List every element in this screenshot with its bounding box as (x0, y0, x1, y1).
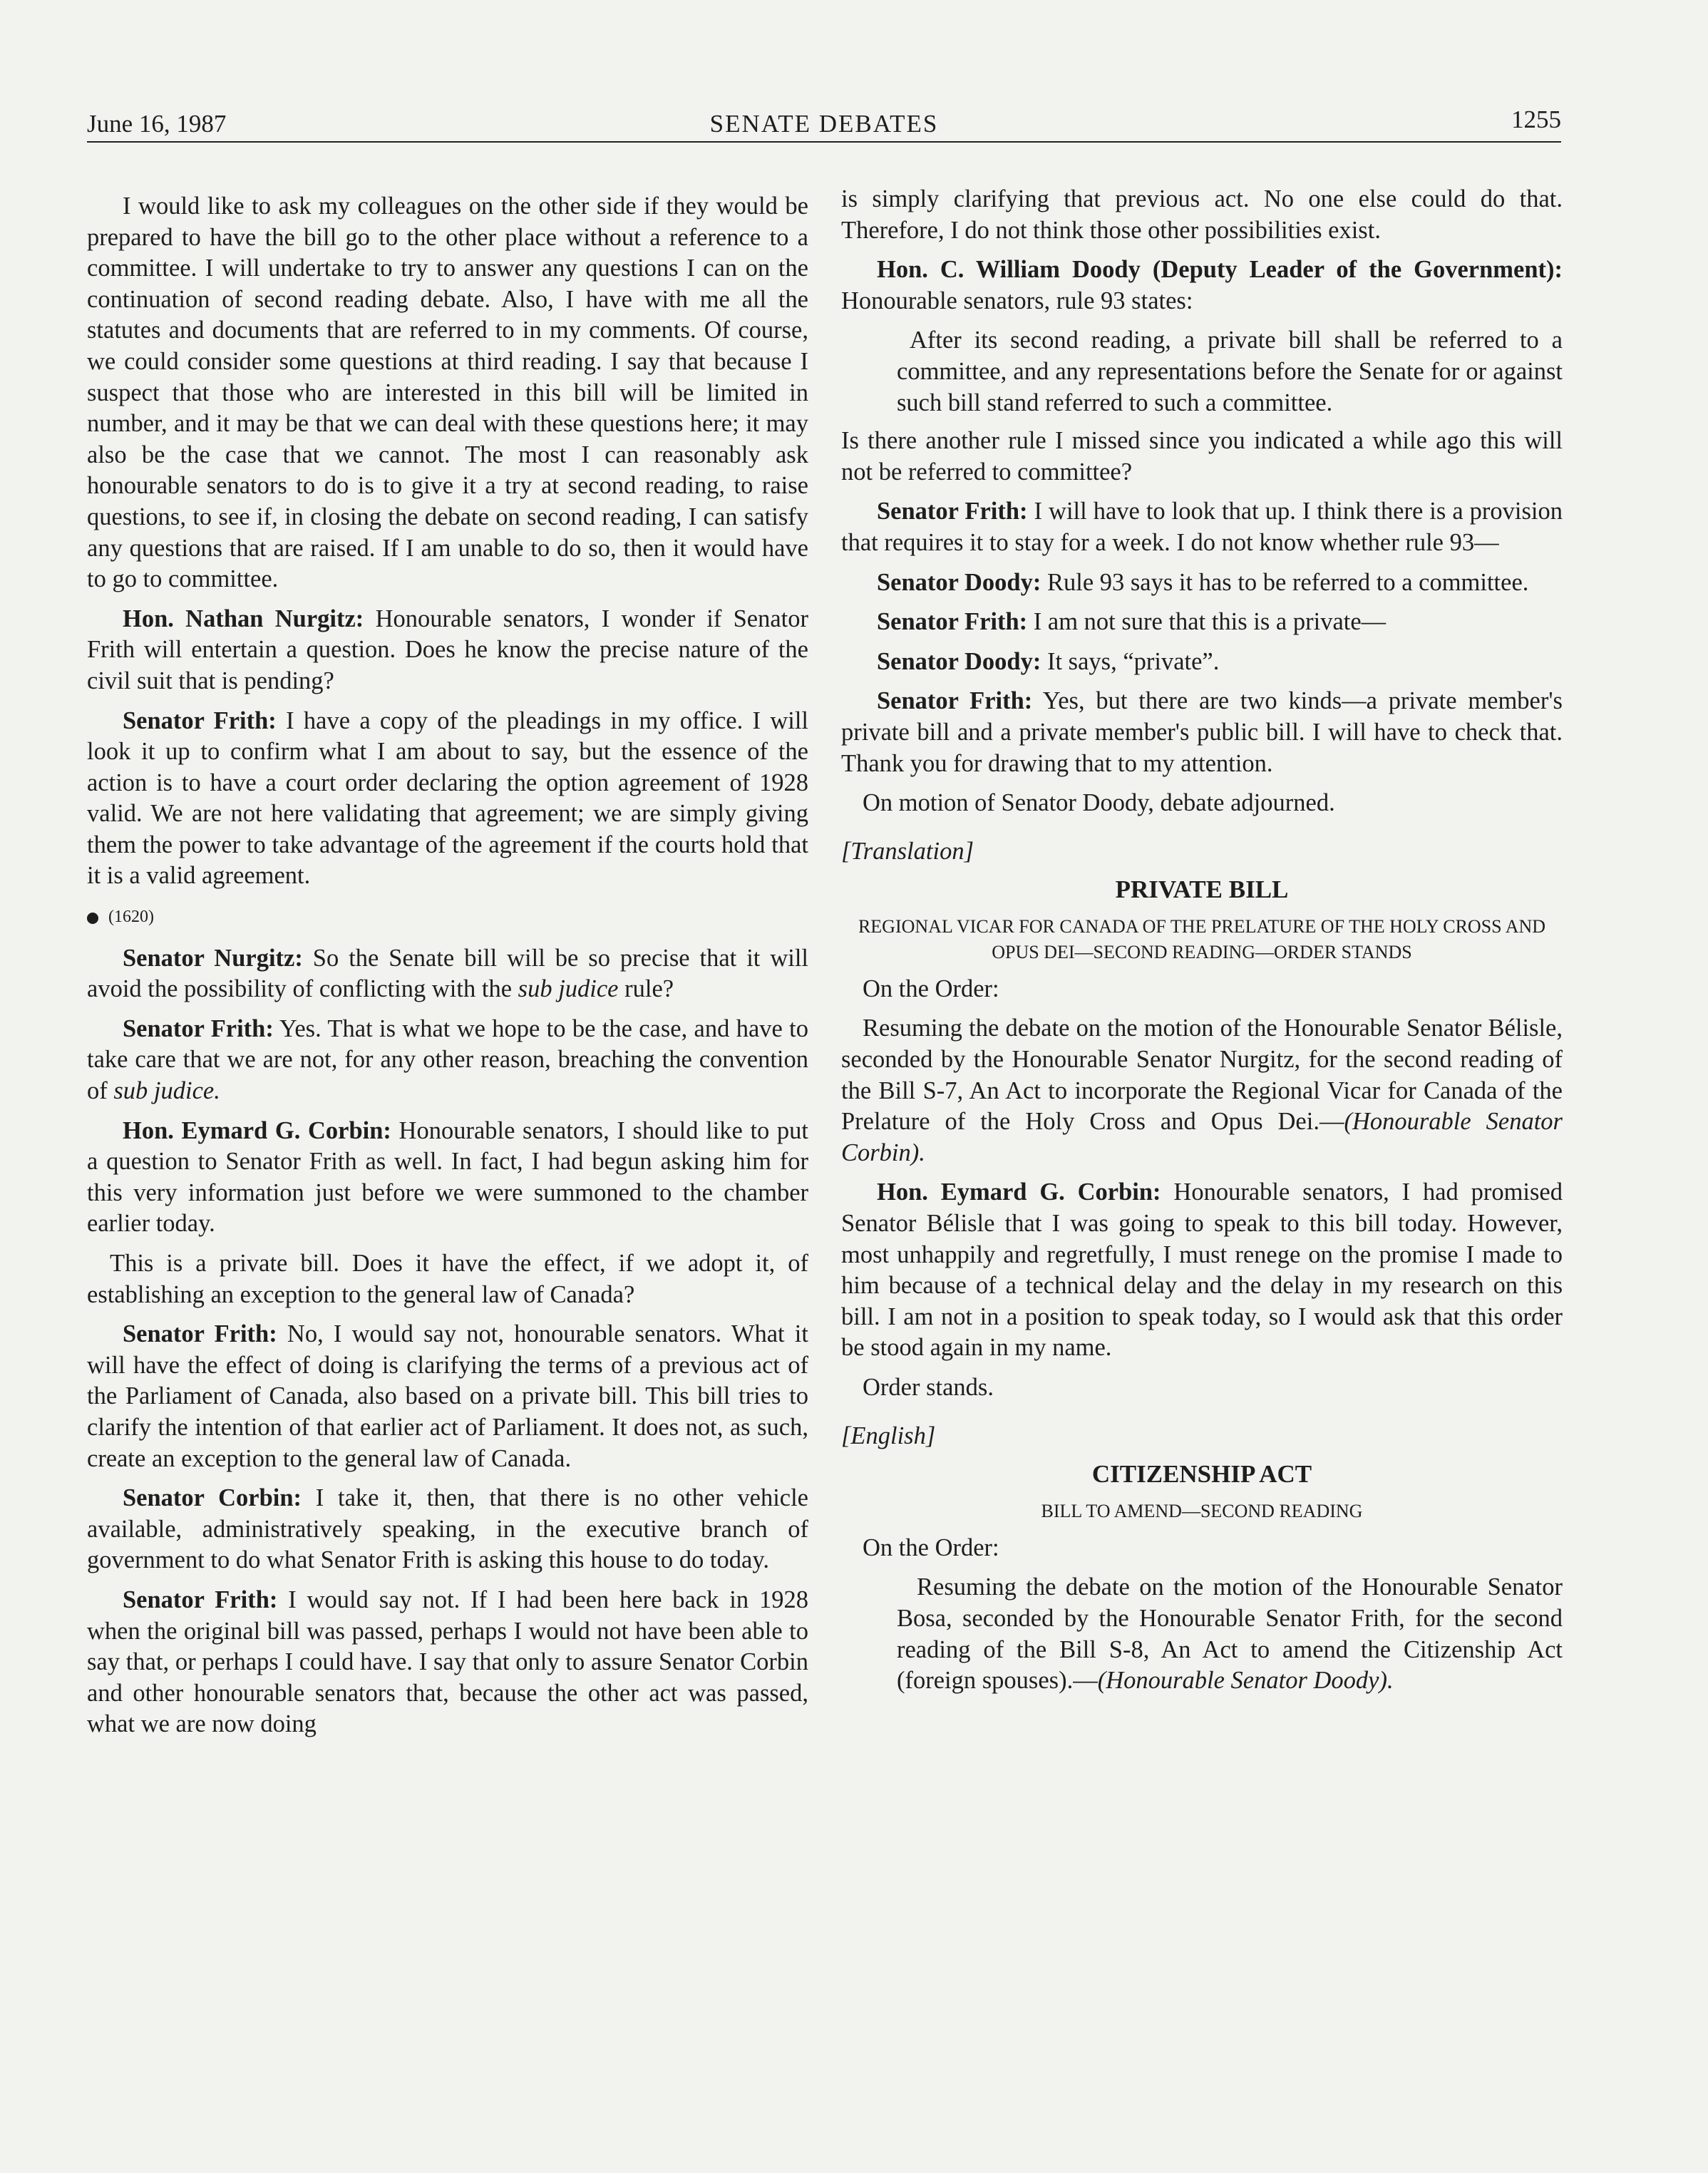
speaker-name: Hon. C. William Doody (Deputy Leader of the Government): (877, 256, 1563, 284)
speech-text: Rule 93 says it has to be referred to a committee. (1041, 568, 1529, 596)
speech-text: So the Senate bill will be so precise that it will avoid the possibility of conflicting with the (87, 944, 808, 1003)
emphasis: (Honourable Senator Doody). (1097, 1667, 1394, 1695)
page-header (87, 104, 1561, 143)
paragraph: Is there another rule I missed since you indicated a while ago this will not be referred to committee? (841, 427, 1563, 486)
section-heading: CITIZENSHIP ACT (1091, 1460, 1312, 1489)
section-heading: PRIVATE BILL (1115, 875, 1289, 904)
language-tag: [Translation] (841, 837, 974, 865)
speaker-name: Senator Frith: (877, 608, 1028, 636)
speaker-name: Senator Nurgitz: (123, 944, 303, 972)
speech-text: Honourable senators, I wonder if Senator Frith will entertain a question. Does he know the precise nature of the civil suit that is pending? (87, 605, 808, 694)
motion-quote (897, 1572, 1563, 1696)
paragraph: I would like to ask my colleagues on the other side if they would be prepared to have the bill go to the other place without a reference to a committee. I will undertake to try to answer any questions I can on the continuation of second reading debate. Also, I have with me all the statutes and documents that are referred to in my comments. Of course, we could consider some questions at third reading. I say that because I suspect that those who are interested in this bill will be limited in number, and it may be that we can deal with these questions here; it may also be the case that we cannot. The most I can reasonably ask honourable senators to do is to give it a try at second reading, to raise questions, to see if, in closing the debate on second reading, I can satisfy any questions that are raised. If I am unable to do so, then it would have to go to committee. (87, 192, 808, 593)
speech (841, 686, 1563, 779)
speech-text: No, I would say not, honourable senators. What it will have the effect of doing is clarifying the terms of a previous act of the Parliament of Canada, also based on a private bill. This bill tries to clarify the intention of that earlier act of Parliament. It does not, as such, create an exception to the general law of Canada. (87, 1320, 808, 1472)
speech (87, 1319, 808, 1474)
speech-text: I would say not. If I had been here back in 1928 when the original bill was passed, perhaps I would not have been able to say that, or perhaps I could have. I say that only to assure Senator Corbin and other honourable senators that, because the other act was passed, what we are now doing (87, 1586, 808, 1738)
speech-text: I have a copy of the pleadings in my office. I will look it up to confirm what I am about to say, but the essence of the action is to have a court order declaring the option agreement of 1928 valid. We are not here validating that agreement; we are simply giving them the power to take advantage of the agreement if the courts hold that it is a valid agreement. (87, 707, 808, 890)
paragraph: On motion of Senator Doody, debate adjourned. (863, 789, 1335, 817)
speaker-name: Senator Frith: (877, 498, 1028, 525)
speech-text: Yes, but there are two kinds—a private member's private bill and a private member's public bill. I will have to check that. Thank you for drawing that to my attention. (841, 687, 1563, 777)
paragraph: This is a private bill. Does it have the effect, if we adopt it, of establishing an exception to the general law of Canada? (87, 1250, 808, 1308)
speaker-name: Senator Frith: (123, 1014, 274, 1042)
speech (87, 706, 808, 893)
emphasis: sub judice. (113, 1077, 220, 1105)
paragraph-text: Resuming the debate on the motion of the Honourable Senator Bosa, seconded by the Honourable Senator Frith, for the second reading of the Bill S-8, An Act to amend the Citizenship Act (foreign spouses).— (897, 1573, 1563, 1695)
speech-text: It says, “private”. (1041, 647, 1220, 675)
speech-text: Yes. That is what we hope to be the case, and have to take care that we are not, for any other reason, breaching the convention of (87, 1014, 808, 1105)
rule-quote: After its second reading, a private bill shall be referred to a committee, and any representations before the Senate for or against such bill stand referred to such a committee. (897, 327, 1563, 416)
order-label: On the Order: (863, 975, 999, 1002)
section-subheading: BILL TO AMEND—SECOND READING (1041, 1500, 1363, 1521)
time-marker-text: (1620) (108, 908, 154, 927)
speaker-name: Senator Frith: (123, 707, 277, 734)
speaker-name: Hon. Nathan Nurgitz: (123, 605, 364, 632)
speech (841, 255, 1563, 317)
speaker-name: Senator Doody: (877, 647, 1041, 675)
speech-text: Honourable senators, I had promised Senator Bélisle that I was going to speak to this bill today. However, most unhappily and regretfully, I must renege on the promise I made to him because of a technical delay and the delay in my research on this bill. I am not in a position to speak today, so I would ask that this order be stood again in my name. (841, 1178, 1563, 1362)
emphasis: (Honourable Senator Corbin). (841, 1108, 1563, 1166)
speech-text: rule? (618, 975, 674, 1003)
speech (87, 1014, 808, 1107)
speaker-name: Hon. Eymard G. Corbin: (123, 1116, 391, 1144)
speech-text: I take it, then, that there is no other vehicle available, administratively speaking, in the executive branch of government to do what Senator Frith is asking this house to do today. (87, 1484, 808, 1574)
speech (87, 943, 808, 1005)
left-column (87, 191, 808, 1749)
speaker-name: Senator Frith: (877, 687, 1033, 715)
emphasis: sub judice (518, 975, 619, 1003)
time-marker (87, 902, 808, 933)
header-title: SENATE DEBATES (709, 110, 939, 138)
paragraph-text: Resuming the debate on the motion of the Honourable Senator Bélisle, seconded by the Honourable Senator Nurgitz, for the second reading of the Bill S-7, An Act to incorporate the Regional Vicar for Canada of the Prelature of the Holy Cross and Opus Dei.— (841, 1014, 1563, 1136)
speech (87, 1585, 808, 1740)
speech (841, 647, 1563, 678)
speech-text: Honourable senators, rule 93 states: (841, 287, 1193, 314)
speech (841, 496, 1563, 558)
speaker-name: Senator Frith: (123, 1320, 277, 1348)
order-label: On the Order: (863, 1534, 999, 1561)
speech (841, 607, 1563, 638)
speech (87, 1116, 808, 1240)
language-tag: [English] (841, 1422, 936, 1449)
section-subheading: REGIONAL VICAR FOR CANADA OF THE PRELATURE OF THE HOLY CROSS AND OPUS DEI—SECOND READING—ORDER STANDS (858, 915, 1546, 962)
header-date: June 16, 1987 (87, 110, 227, 138)
speaker-name: Senator Corbin: (123, 1484, 302, 1512)
page-number: 1255 (1511, 106, 1561, 133)
paragraph: is simply clarifying that previous act. No one else could do that. Therefore, I do not think those other possibilities exist. (841, 185, 1563, 244)
paragraph: Order stands. (863, 1374, 994, 1401)
speech (841, 1177, 1563, 1364)
speech (87, 604, 808, 697)
speech (87, 1483, 808, 1576)
speaker-name: Senator Frith: (123, 1586, 278, 1613)
speech-text: I am not sure that this is a private— (1027, 608, 1387, 636)
speaker-name: Senator Doody: (877, 568, 1041, 596)
speech-text: I will have to look that up. I think there is a provision that requires it to stay for a week. I do not know whether rule 93— (841, 498, 1563, 556)
speech-text: Honourable senators, I should like to put a question to Senator Frith as well. In fact, I had begun asking him for this very information just before we were summoned to the chamber earlier today. (87, 1116, 808, 1238)
speech (841, 567, 1563, 599)
speaker-name: Hon. Eymard G. Corbin: (877, 1178, 1161, 1206)
bullet-icon (87, 913, 98, 924)
right-column (841, 184, 1563, 1704)
paragraph (841, 1013, 1563, 1168)
